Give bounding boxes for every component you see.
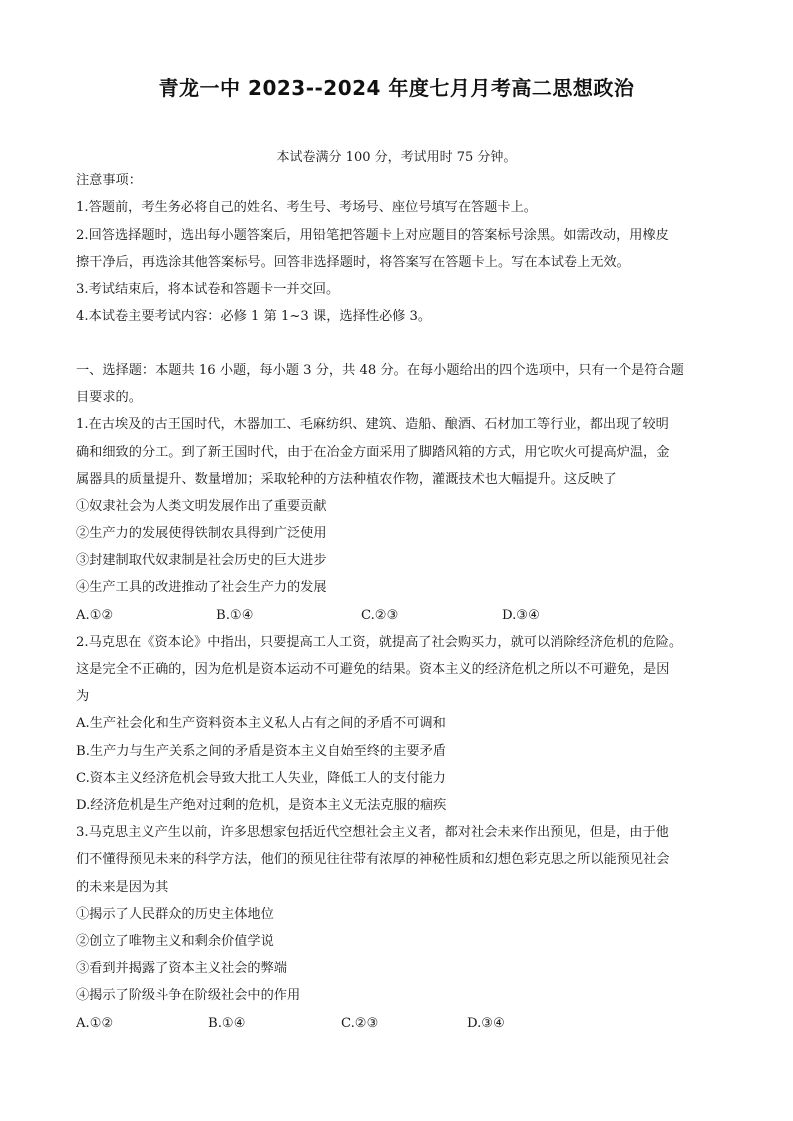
q2-option-c: C.资本主义经济危机会导致大批工人失业，降低工人的支付能力 [76, 771, 446, 786]
q3-statement-4: ④揭示了阶级斗争在阶级社会中的作用 [76, 988, 301, 1003]
q2-option-d: D.经济危机是生产绝对过剩的危机，是资本主义无法克服的痼疾 [76, 798, 447, 813]
note-2-line-2: 擦干净后，再选涂其他答案标号。回答非选择题时，将答案写在答题卡上。写在本试卷上无效。 [76, 255, 630, 270]
note-2-line-1: 2.回答选择题时，选出每小题答案后，用铅笔把答题卡上对应题目的答案标号涂黑。如需改动，用橡皮 [76, 228, 669, 243]
q1-statement-2: ②生产力的发展使得铁制农具得到广泛使用 [76, 526, 327, 541]
q2-option-b: B.生产力与生产关系之间的矛盾是资本主义自始至终的主要矛盾 [76, 744, 446, 759]
q3-stem-line-1: 3.马克思主义产生以前，许多思想家包括近代空想社会主义者，都对社会未来作出预见，但是，由于他 [76, 825, 669, 840]
q3-stem-line-3: 的未来是因为其 [76, 880, 169, 895]
note-3: 3.考试结束后，将本试卷和答题卡一并交回。 [76, 282, 340, 297]
q2-stem-line-2: 这是完全不正确的，因为危机是资本运动不可避免的结果。资本主义的经济危机之所以不可避免，是因 [76, 662, 670, 677]
q1-statement-3: ③封建制取代奴隶制是社会历史的巨大进步 [76, 553, 327, 568]
q2-option-a: A.生产社会化和生产资料资本主义私人占有之间的矛盾不可调和 [76, 716, 446, 731]
q3-option-c: C.②③ [341, 1016, 379, 1031]
q3-option-b: B.①④ [208, 1016, 246, 1031]
exam-info: 本试卷满分 100 分，考试用时 75 分钟。 [276, 150, 517, 165]
q1-option-d: D.③④ [502, 608, 540, 623]
note-4: 4.本试卷主要考试内容：必修 1 第 1~3 课，选择性必修 3。 [76, 309, 432, 324]
q3-statement-1: ①揭示了人民群众的历史主体地位 [76, 907, 274, 922]
section-heading-line-2: 目要求的。 [76, 390, 142, 405]
q1-option-a: A.①② [76, 608, 114, 623]
q2-stem-line-1: 2.马克思在《资本论》中指出，只要提高工人工资，就提高了社会购买力，就可以消除经济危机的危险。 [76, 635, 683, 650]
section-heading-line-1: 一、选择题：本题共 16 小题，每小题 3 分，共 48 分。在每小题给出的四个选项中，只有一个是符合题 [76, 363, 684, 378]
notes-heading: 注意事项： [76, 173, 142, 188]
q1-option-b: B.①④ [216, 608, 254, 623]
q1-statement-4: ④生产工具的改进推动了社会生产力的发展 [76, 580, 327, 595]
q3-option-d: D.③④ [467, 1016, 505, 1031]
q3-stem-line-2: 们不懂得预见未来的科学方法，他们的预见往往带有浓厚的神秘性质和幻想色彩克思之所以能预见社会 [76, 852, 670, 867]
q3-statement-3: ③看到并揭露了资本主义社会的弊端 [76, 961, 287, 976]
q1-stem-line-2: 确和细致的分工。到了新王国时代，由于在冶金方面采用了脚踏风箱的方式，用它吹火可提高炉温，金 [76, 445, 670, 460]
q2-stem-line-3: 为 [76, 689, 90, 704]
q1-stem-line-3: 属器具的质量提升、数量增加；采取轮种的方法种植农作物，灌溉技术也大幅提升。这反映了 [76, 472, 617, 487]
q1-statement-1: ①奴隶社会为人类文明发展作出了重要贡献 [76, 499, 327, 514]
q1-option-c: C.②③ [361, 608, 399, 623]
q3-option-a: A.①② [76, 1016, 114, 1031]
note-1: 1.答题前，考生务必将自己的姓名、考生号、考场号、座位号填写在答题卡上。 [76, 200, 537, 215]
page-title: 青龙一中 2023--2024 年度七月月考高二思想政治 [158, 76, 635, 100]
q3-statement-2: ②创立了唯物主义和剩余价值学说 [76, 934, 274, 949]
q1-stem-line-1: 1.在古埃及的古王国时代，木器加工、毛麻纺织、建筑、造船、酿酒、石材加工等行业，都出现了较明 [76, 417, 669, 432]
